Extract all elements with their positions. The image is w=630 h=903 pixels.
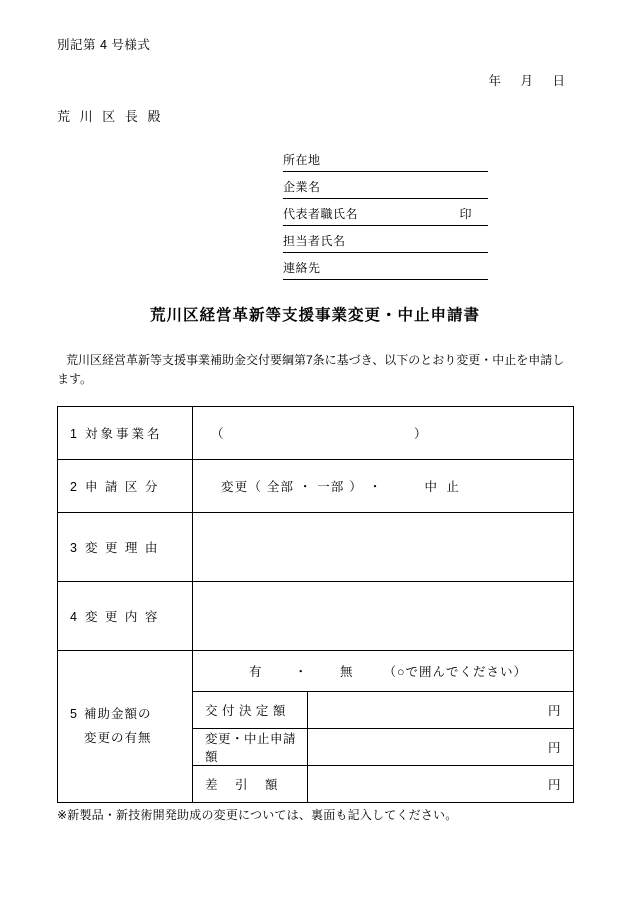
date-day: 日 (552, 74, 566, 88)
date-month: 月 (520, 74, 534, 88)
option-no[interactable]: 無 (339, 665, 354, 679)
umu-note: （○で囲んでください） (383, 665, 528, 679)
label-change-content: 4 変 更 内 容 (58, 582, 193, 651)
label-amount-applied: 変更・中止申請額 (193, 729, 308, 766)
applicant-label-address: 所在地 (283, 153, 321, 167)
label-application-type: 2 申 請 区 分 (58, 460, 193, 513)
applicant-block (283, 145, 488, 280)
table-row-target-business (58, 407, 574, 460)
table-row-change-reason (58, 513, 574, 582)
value-amount-decided[interactable]: 円 (308, 692, 574, 729)
label-amount-difference: 差 引 額 (193, 766, 308, 803)
table-row-subsidy-change-umu (58, 651, 574, 692)
applicant-label-company: 企業名 (283, 180, 321, 194)
label-change-reason: 3 変 更 理 由 (58, 513, 193, 582)
applicant-row-contact (283, 253, 488, 280)
value-application-type[interactable]: 変更（ 全部 ・ 一部 ） ・ 中 止 (193, 460, 574, 513)
date-line (481, 71, 573, 89)
applicant-row-address (283, 145, 488, 172)
value-target-business[interactable]: （ ） (193, 407, 574, 460)
applicant-label-contact-person: 担当者氏名 (283, 234, 346, 248)
value-change-reason[interactable] (193, 513, 574, 582)
value-subsidy-change-umu[interactable]: 有 ・ 無 （○で囲んでください） (193, 651, 574, 692)
value-amount-applied[interactable]: 円 (308, 729, 574, 766)
option-yes[interactable]: 有 (248, 665, 263, 679)
value-amount-difference[interactable]: 円 (308, 766, 574, 803)
applicant-row-contact-person (283, 226, 488, 253)
page-title: 荒川区経営革新等支援事業変更・中止申請書 (149, 307, 480, 324)
application-table (57, 406, 574, 803)
date-year: 年 (488, 74, 502, 88)
addressee: 荒 川 区 長 殿 (57, 109, 164, 124)
label-amount-decided: 交 付 決 定 額 (193, 692, 308, 729)
option-stop[interactable]: 中 止 (424, 480, 462, 494)
applicant-row-company (283, 172, 488, 199)
value-change-content[interactable] (193, 582, 574, 651)
table-row-change-content (58, 582, 574, 651)
form-number: 別記第 4 号様式 (57, 38, 151, 52)
lead-paragraph: 荒川区経営革新等支援事業補助金交付要綱第7条に基づき、以下のとおり変更・中止を申請します。 (57, 353, 565, 386)
footnote: ※新製品・新技術開発助成の変更については、裏面も記入してください。 (57, 808, 458, 822)
applicant-label-representative: 代表者職氏名 (283, 207, 359, 221)
applicant-row-representative (283, 199, 488, 226)
label-target-business: 1 対象事業名 (58, 407, 193, 460)
table-row-application-type (58, 460, 574, 513)
seal-mark: 印 (459, 207, 472, 221)
applicant-label-contact: 連絡先 (283, 261, 321, 275)
label-subsidy-change: 5 補助金額の 変更の有無 (58, 651, 193, 803)
option-change[interactable]: 変更（ 全部 ・ 一部 ） (221, 480, 357, 494)
